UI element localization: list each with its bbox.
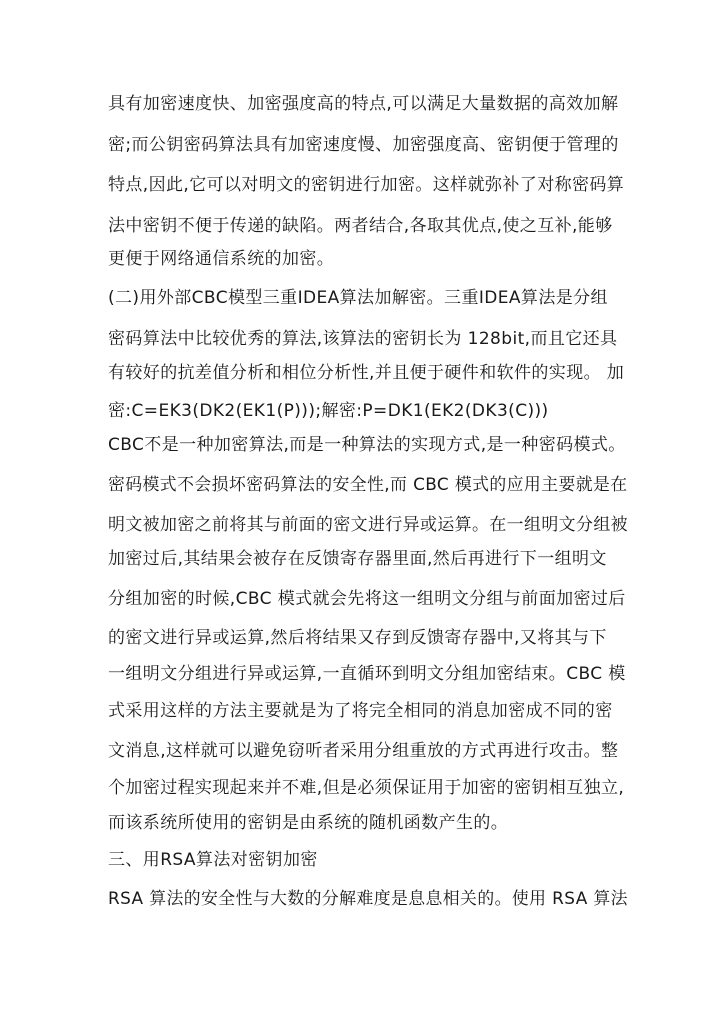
section-heading: 三、用RSA算法对密钥加密 — [108, 850, 318, 870]
paragraph-line: 式采用这样的方法主要就是为了将完全相同的消息加密成不同的密 — [108, 701, 613, 721]
paragraph-line: 特点,因此,它可以对明文的密钥进行加密。这样就弥补了对称密码算 — [108, 175, 625, 195]
section-heading: (二)用外部CBC模型三重IDEA算法加解密。三重IDEA算法是分组 — [108, 288, 608, 308]
paragraph-line: 更便于网络通信系统的加密。 — [108, 249, 335, 269]
paragraph-line: 的密文进行异或运算,然后将结果又存到反馈寄存器中,又将其与下 — [108, 628, 607, 648]
paragraph-line: 个加密过程实现起来并不难,但是必须保证用于加密的密钥相互独立, — [108, 778, 625, 798]
paragraph-line: 密;而公钥密码算法具有加密速度慢、加密强度高、密钥便于管理的 — [108, 135, 619, 155]
paragraph-line: 而该系统所使用的密钥是由系统的随机函数产生的。 — [108, 813, 509, 833]
paragraph-line: 文消息,这样就可以避免窃听者采用分组重放的方式再进行攻击。整 — [108, 741, 619, 761]
paragraph-line: 明文被加密之前将其与前面的密文进行异或运算。在一组明文分组被 — [108, 515, 629, 535]
paragraph-line: 分组加密的时候,CBC 模式就会先将这一组明文分组与前面加密过后 — [108, 589, 626, 609]
paragraph-line: 密码模式不会损坏密码算法的安全性,而 CBC 模式的应用主要就是在 — [108, 475, 628, 495]
paragraph-line: 加密过后,其结果会被存在反馈寄存器里面,然后再进行下一组明文 — [108, 549, 607, 569]
paragraph-line: CBC不是一种加密算法,而是一种算法的实现方式,是一种密码模式。 — [108, 435, 626, 455]
paragraph-line: 一组明文分组进行异或运算,一直循环到明文分组加密结束。CBC 模 — [108, 664, 626, 684]
formula-line: 密:C=EK3(DK2(EK1(P)));解密:P=DK1(EK2(DK3(C))) — [108, 401, 549, 421]
paragraph-line: 密码算法中比较优秀的算法,该算法的密钥长为 128bit,而且它还具 — [108, 329, 618, 349]
paragraph-line: 法中密钥不便于传递的缺陷。两者结合,各取其优点,使之互补,能够 — [108, 216, 613, 236]
paragraph-line: 具有加密速度快、加密强度高的特点,可以满足大量数据的高效加解 — [108, 94, 619, 114]
paragraph-line: RSA 算法的安全性与大数的分解难度是息息相关的。使用 RSA 算法 — [108, 889, 628, 909]
paragraph-line: 有较好的抗差值分析和相位分析性,并且便于硬件和软件的实现。 加 — [108, 363, 625, 383]
